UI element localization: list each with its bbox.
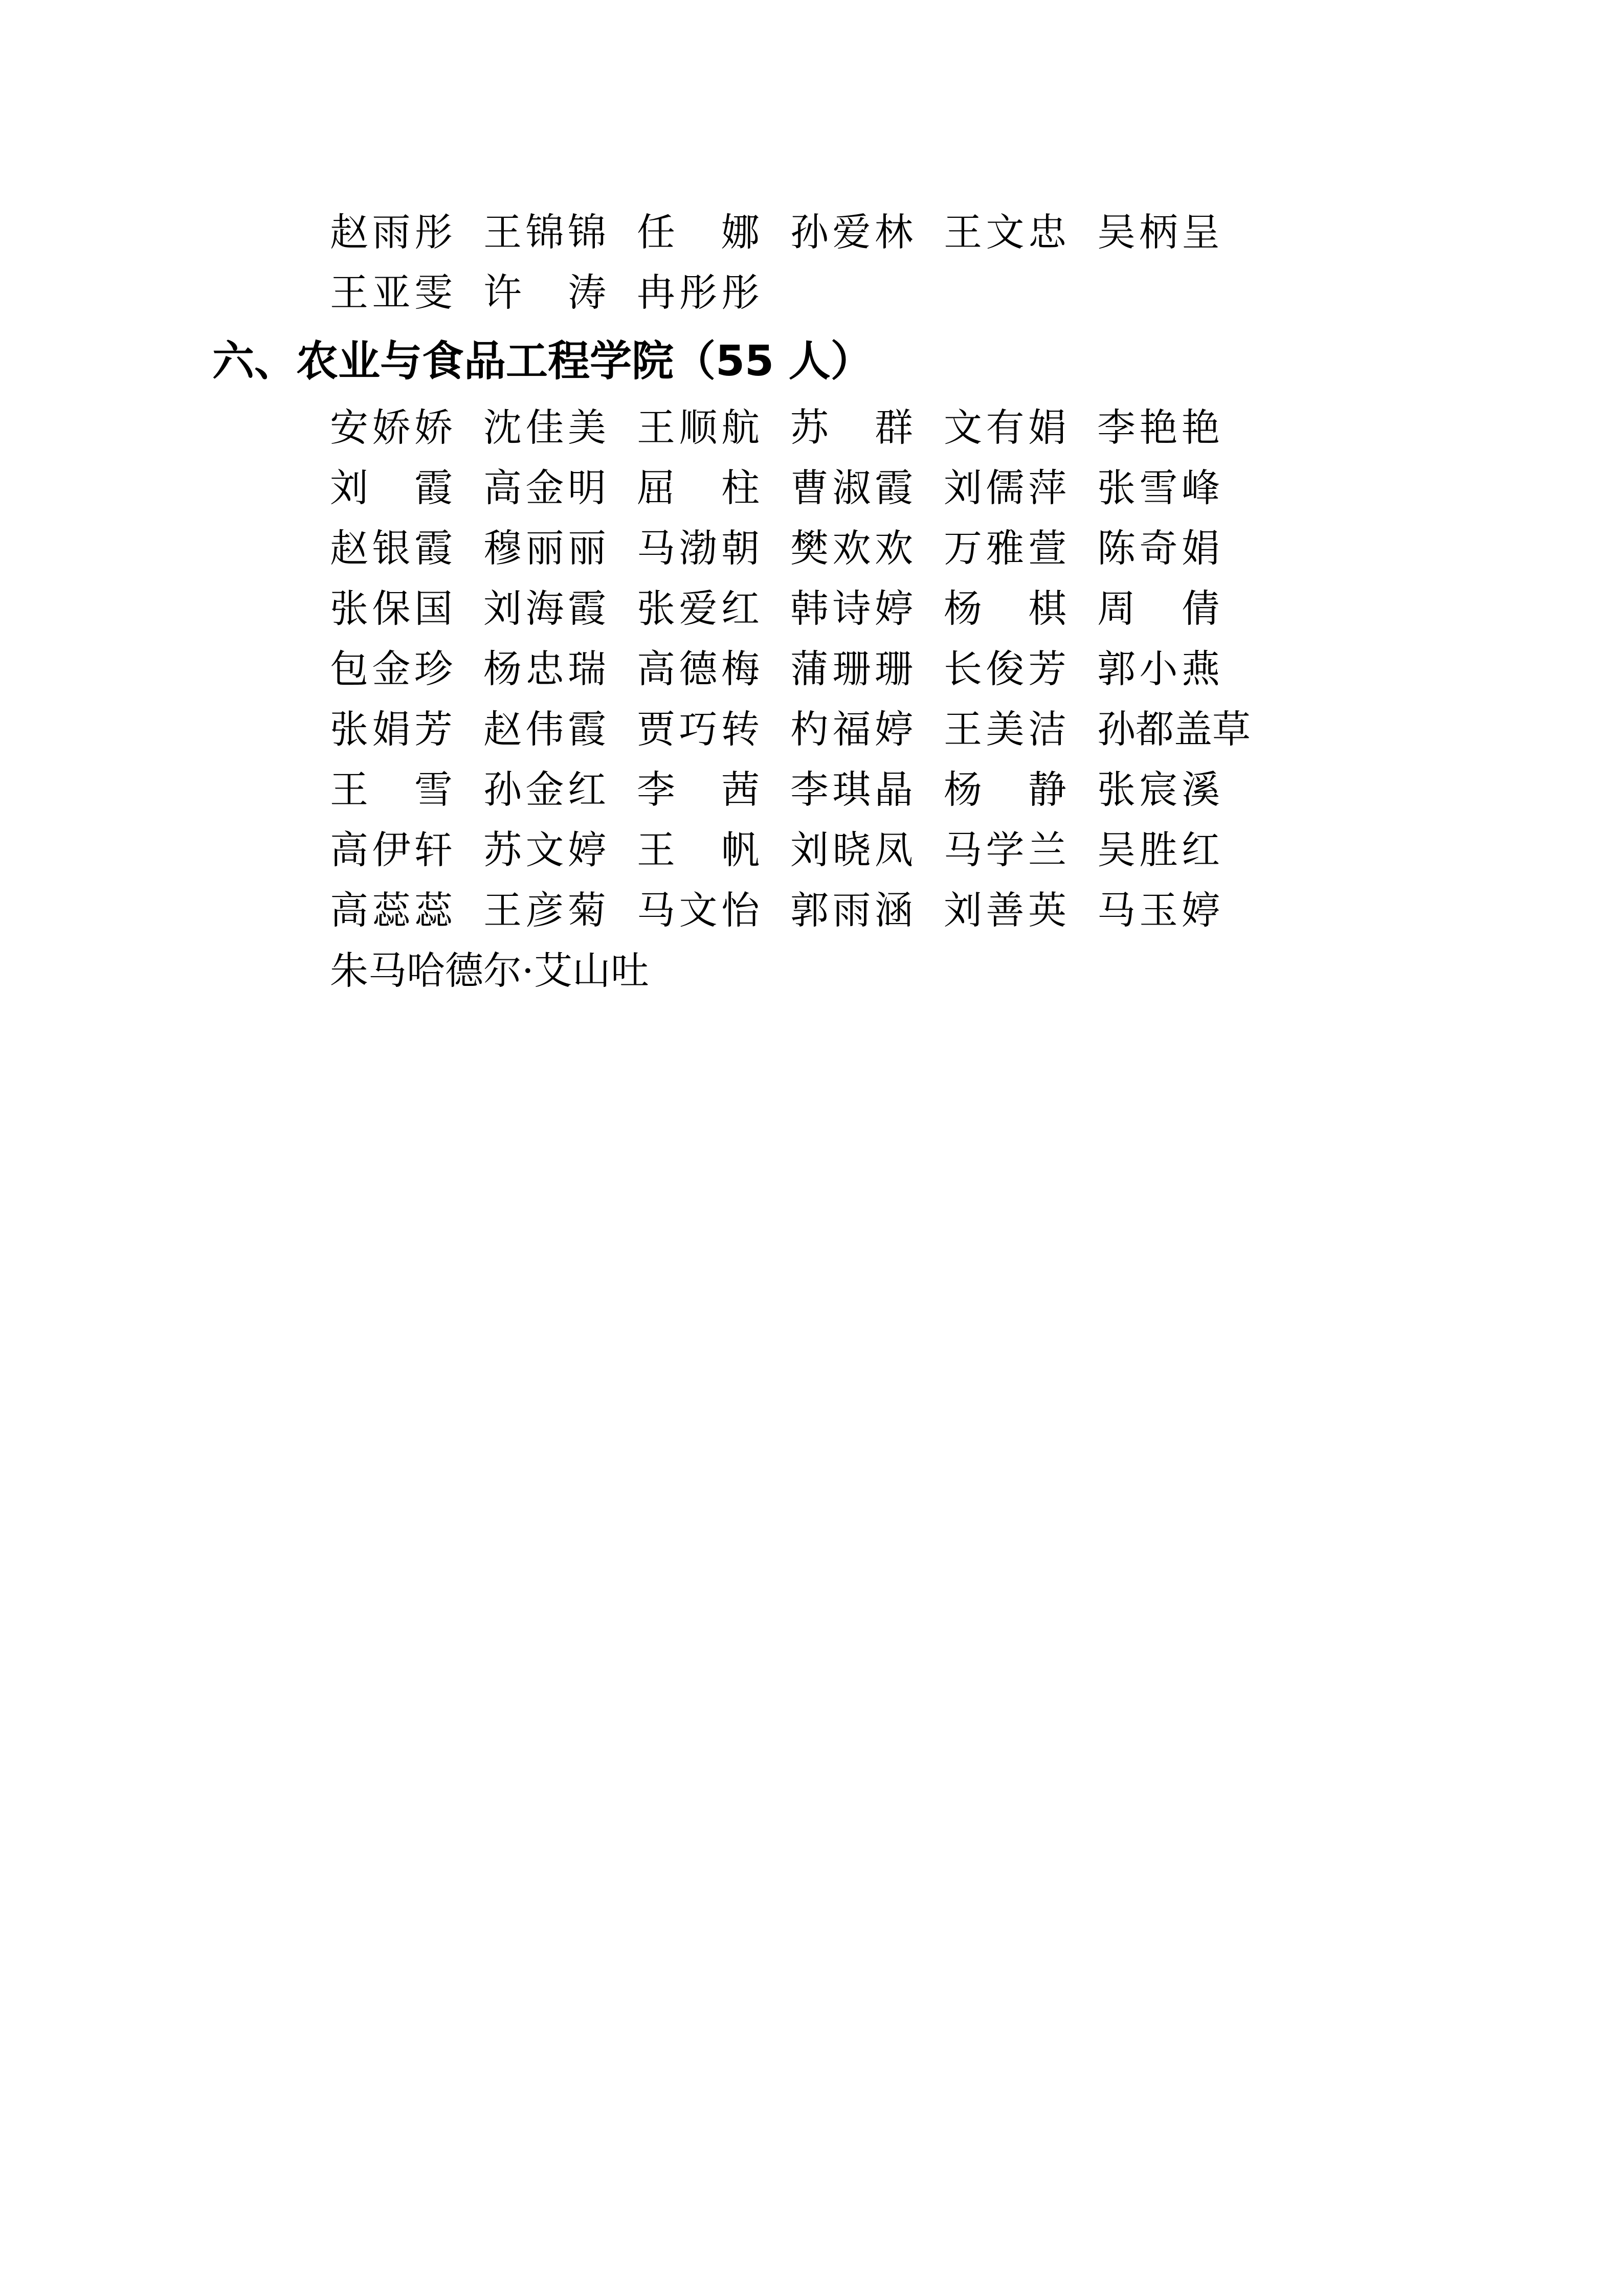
- name-cell: [944, 759, 1097, 820]
- name-cell: [790, 759, 944, 820]
- person-name: 万雅萱: [944, 526, 1066, 571]
- person-name: 蒲珊珊: [790, 646, 913, 691]
- name-cell: [1097, 458, 1251, 518]
- name-cell: [944, 880, 1097, 940]
- name-cell: [790, 518, 944, 578]
- name-cell: [790, 880, 944, 940]
- person-name: 张保国: [330, 586, 453, 631]
- person-name: 王帆: [637, 827, 760, 872]
- name-cell: [1097, 759, 1251, 820]
- name-cell: [944, 458, 1097, 518]
- name-cell: [790, 578, 944, 639]
- person-name: 苏文婷: [483, 827, 606, 872]
- person-name: 韩诗婷: [790, 586, 913, 631]
- name-cell: [637, 262, 790, 323]
- person-name: 王雪: [330, 767, 453, 812]
- person-name: 王彦菊: [483, 888, 606, 933]
- name-cell: [1097, 202, 1251, 262]
- name-cell: [944, 578, 1097, 639]
- name-cell: [637, 699, 790, 759]
- name-cell: [790, 202, 944, 262]
- person-name: 张雪峰: [1097, 465, 1220, 510]
- person-name: 刘霞: [330, 465, 453, 510]
- person-name: 贾巧转: [637, 707, 760, 752]
- name-cell: [330, 820, 483, 880]
- name-cell: [330, 458, 483, 518]
- name-row: [153, 458, 1471, 518]
- person-name: 高金明: [483, 465, 606, 510]
- person-name: 王文忠: [944, 210, 1066, 255]
- person-name: 沈佳美: [483, 405, 606, 450]
- person-name: 杨棋: [944, 586, 1066, 631]
- person-name: 曹淑霞: [790, 465, 913, 510]
- person-name: 马学兰: [944, 827, 1066, 872]
- person-name: 张宸溪: [1097, 767, 1220, 812]
- person-name: 马渤朝: [637, 526, 760, 571]
- name-cell: [637, 202, 790, 262]
- person-name: 包金珍: [330, 646, 453, 691]
- name-cell: [944, 518, 1097, 578]
- name-cell: [637, 639, 790, 699]
- person-name: 周倩: [1097, 586, 1220, 631]
- name-cell: [944, 639, 1097, 699]
- name-cell: [637, 759, 790, 820]
- person-name: 冉彤彤: [637, 270, 760, 315]
- person-name: 高德梅: [637, 646, 760, 691]
- person-name: 刘海霞: [483, 586, 606, 631]
- name-cell: [483, 397, 637, 458]
- person-name: 孙都盖草: [1097, 707, 1251, 752]
- person-name: 高蕊蕊: [330, 888, 453, 933]
- name-cell: [790, 458, 944, 518]
- name-cell: [1097, 880, 1251, 940]
- name-cell: [1097, 518, 1251, 578]
- name-row: [153, 820, 1471, 880]
- name-cell: [483, 202, 637, 262]
- name-row: [153, 759, 1471, 820]
- name-cell: [790, 820, 944, 880]
- name-cell: [637, 397, 790, 458]
- person-name: 文有娟: [944, 405, 1066, 450]
- person-name: 杓福婷: [790, 707, 913, 752]
- person-name: 任娜: [637, 210, 760, 255]
- person-name: 张娟芳: [330, 707, 453, 752]
- person-name: 李琪晶: [790, 767, 913, 812]
- name-row: [153, 639, 1471, 699]
- name-cell: [483, 458, 637, 518]
- name-cell: [1097, 699, 1251, 759]
- person-name: 孙爱林: [790, 210, 913, 255]
- name-cell: [637, 458, 790, 518]
- name-row: [153, 202, 1471, 262]
- name-row: [153, 940, 1471, 1001]
- name-cell: [330, 397, 483, 458]
- person-name: 陈奇娟: [1097, 526, 1220, 571]
- name-cell: [330, 639, 483, 699]
- section-heading: 六、农业与食品工程学院（55 人）: [212, 337, 873, 386]
- name-cell: [483, 518, 637, 578]
- person-name: 高伊轩: [330, 827, 453, 872]
- name-cell: [483, 639, 637, 699]
- name-cell: [1097, 397, 1251, 458]
- name-cell: [944, 699, 1097, 759]
- name-cell: [330, 880, 483, 940]
- name-cell: [330, 262, 483, 323]
- person-name: 王美洁: [944, 707, 1066, 752]
- person-name: 李茜: [637, 767, 760, 812]
- name-cell: [944, 202, 1097, 262]
- name-cell: [790, 699, 944, 759]
- person-name: 赵银霞: [330, 526, 453, 571]
- person-name: 穆丽丽: [483, 526, 606, 571]
- person-name: 马文怡: [637, 888, 760, 933]
- name-cell: [330, 202, 483, 262]
- name-cell: [483, 880, 637, 940]
- person-name: 郭雨涵: [790, 888, 913, 933]
- name-row: [153, 518, 1471, 578]
- person-name: 吴胜红: [1097, 827, 1220, 872]
- person-name: 刘儒萍: [944, 465, 1066, 510]
- person-name: 马玉婷: [1097, 888, 1220, 933]
- person-name: 刘晓凤: [790, 827, 913, 872]
- person-name: 朱马哈德尔·艾山吐: [330, 948, 649, 993]
- name-cell: [330, 518, 483, 578]
- person-name: 刘善英: [944, 888, 1066, 933]
- person-name: 屈柱: [637, 465, 760, 510]
- name-cell: [1097, 820, 1251, 880]
- person-name: 杨静: [944, 767, 1066, 812]
- name-row: [153, 397, 1471, 458]
- name-cell: [330, 759, 483, 820]
- person-name: 樊欢欢: [790, 526, 913, 571]
- name-cell: [330, 699, 483, 759]
- person-name: 郭小燕: [1097, 646, 1220, 691]
- name-cell: [790, 639, 944, 699]
- name-cell: [1097, 639, 1251, 699]
- name-cell: [330, 578, 483, 639]
- person-name: 杨忠瑞: [483, 646, 606, 691]
- document-content: [153, 202, 1471, 1001]
- name-cell: [483, 820, 637, 880]
- person-name: 张爱红: [637, 586, 760, 631]
- name-row: [153, 578, 1471, 639]
- name-cell: [944, 397, 1097, 458]
- person-name: 王顺航: [637, 405, 760, 450]
- person-name: 安娇娇: [330, 405, 453, 450]
- name-cell: [483, 262, 637, 323]
- name-cell: [330, 940, 649, 1001]
- name-cell: [483, 699, 637, 759]
- person-name: 赵雨彤: [330, 210, 453, 255]
- name-cell: [637, 880, 790, 940]
- person-name: 长俊芳: [944, 646, 1066, 691]
- person-name: 赵伟霞: [483, 707, 606, 752]
- name-cell: [790, 397, 944, 458]
- name-cell: [637, 820, 790, 880]
- person-name: 苏群: [790, 405, 913, 450]
- name-row: [153, 880, 1471, 940]
- person-name: 许涛: [483, 270, 606, 315]
- person-name: 王亚雯: [330, 270, 453, 315]
- name-cell: [944, 820, 1097, 880]
- name-cell: [637, 518, 790, 578]
- name-row: [153, 699, 1471, 759]
- name-cell: [483, 578, 637, 639]
- person-name: 吴柄呈: [1097, 210, 1220, 255]
- person-name: 王锦锦: [483, 210, 606, 255]
- person-name: 李艳艳: [1097, 405, 1220, 450]
- name-cell: [637, 578, 790, 639]
- name-row: [153, 262, 1471, 323]
- person-name: 孙金红: [483, 767, 606, 812]
- name-cell: [483, 759, 637, 820]
- name-cell: [1097, 578, 1251, 639]
